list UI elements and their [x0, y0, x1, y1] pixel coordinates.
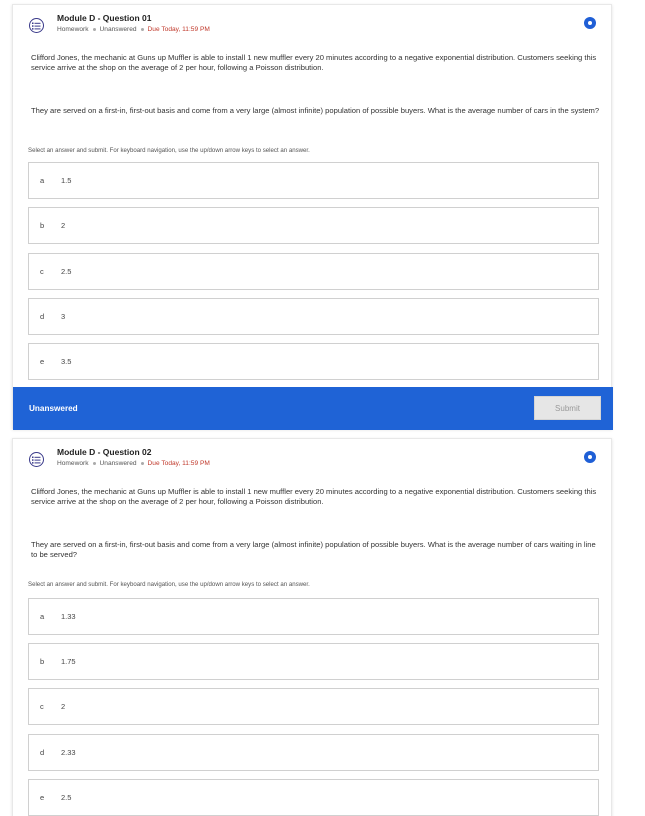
answer-status: Unanswered — [99, 460, 137, 467]
question-list-icon — [29, 18, 44, 33]
option-value: 1.5 — [61, 176, 72, 185]
answer-option-c[interactable] — [28, 688, 599, 725]
question-text-paragraph-1: Clifford Jones, the mechanic at Guns up Muffler is able to install 1 new muffler every 20 minutes according to a negative exponential distribution. Customers seeking this service arrive at the shop on the average of 2 per hour, following a Poisson distribution. — [31, 53, 597, 73]
nav-dot-icon — [588, 21, 592, 25]
question-text-paragraph-2: They are served on a first-in, first-out basis and come from a very large (almost infinite) population of possible buyers. What is the average number of cars waiting in line to be served? — [31, 540, 596, 560]
separator-dot — [141, 462, 144, 465]
option-letter: e — [40, 793, 45, 802]
question-title: Module D - Question 02 — [57, 447, 152, 457]
answer-status-bar — [13, 387, 613, 430]
answer-option-d[interactable] — [28, 734, 599, 771]
answer-status: Unanswered — [99, 26, 137, 33]
option-value: 2.5 — [61, 267, 72, 276]
option-value: 3.5 — [61, 357, 72, 366]
answer-option-a[interactable] — [28, 162, 599, 199]
option-value: 2.33 — [61, 748, 76, 757]
question-header — [13, 439, 611, 479]
answer-option-b[interactable] — [28, 207, 599, 244]
option-value: 2 — [61, 221, 66, 230]
nav-dot-icon — [588, 455, 592, 459]
separator-dot — [93, 462, 96, 465]
question-meta — [57, 460, 210, 467]
answer-instruction: Select an answer and submit. For keyboard navigation, use the up/down arrow keys to select an answer. — [28, 581, 310, 588]
answer-option-d[interactable] — [28, 298, 599, 335]
option-value: 1.75 — [61, 657, 76, 666]
answer-option-b[interactable] — [28, 643, 599, 680]
question-title: Module D - Question 01 — [57, 13, 152, 23]
option-letter: c — [40, 267, 44, 276]
option-letter: b — [40, 657, 45, 666]
option-letter: c — [40, 702, 44, 711]
question-list-icon — [29, 452, 44, 467]
option-value: 1.33 — [61, 612, 76, 621]
option-letter: b — [40, 221, 45, 230]
separator-dot — [141, 28, 144, 31]
submit-button[interactable]: Submit — [534, 396, 601, 420]
assignment-type: Homework — [57, 460, 89, 467]
answer-option-e[interactable] — [28, 779, 599, 816]
assignment-type: Homework — [57, 26, 89, 33]
answer-option-e[interactable] — [28, 343, 599, 380]
question-card-2 — [12, 438, 612, 816]
due-date: Due Today, 11:59 PM — [147, 26, 210, 33]
question-header — [13, 5, 611, 45]
answer-option-c[interactable] — [28, 253, 599, 290]
option-value: 2.5 — [61, 793, 72, 802]
option-letter: a — [40, 612, 45, 621]
answer-instruction: Select an answer and submit. For keyboard navigation, use the up/down arrow keys to select an answer. — [28, 147, 310, 154]
status-text: Unanswered — [29, 404, 78, 413]
option-value: 3 — [61, 312, 66, 321]
question-text-paragraph-1: Clifford Jones, the mechanic at Guns up Muffler is able to install 1 new muffler every 20 minutes according to a negative exponential distribution. Customers seeking this service arrive at the shop on the average of 2 per hour, following a Poisson distribution. — [31, 487, 597, 507]
option-letter: d — [40, 312, 45, 321]
question-nav-button[interactable] — [584, 17, 596, 29]
question-text-paragraph-2: They are served on a first-in, first-out basis and come from a very large (almost infinite) population of possible buyers. What is the average number of cars in the system? — [31, 106, 600, 115]
separator-dot — [93, 28, 96, 31]
question-meta — [57, 26, 210, 33]
option-letter: d — [40, 748, 45, 757]
question-nav-button[interactable] — [584, 451, 596, 463]
question-card-1 — [12, 4, 612, 429]
answer-option-a[interactable] — [28, 598, 599, 635]
option-letter: a — [40, 176, 45, 185]
due-date: Due Today, 11:59 PM — [147, 460, 210, 467]
option-letter: e — [40, 357, 45, 366]
option-value: 2 — [61, 702, 66, 711]
